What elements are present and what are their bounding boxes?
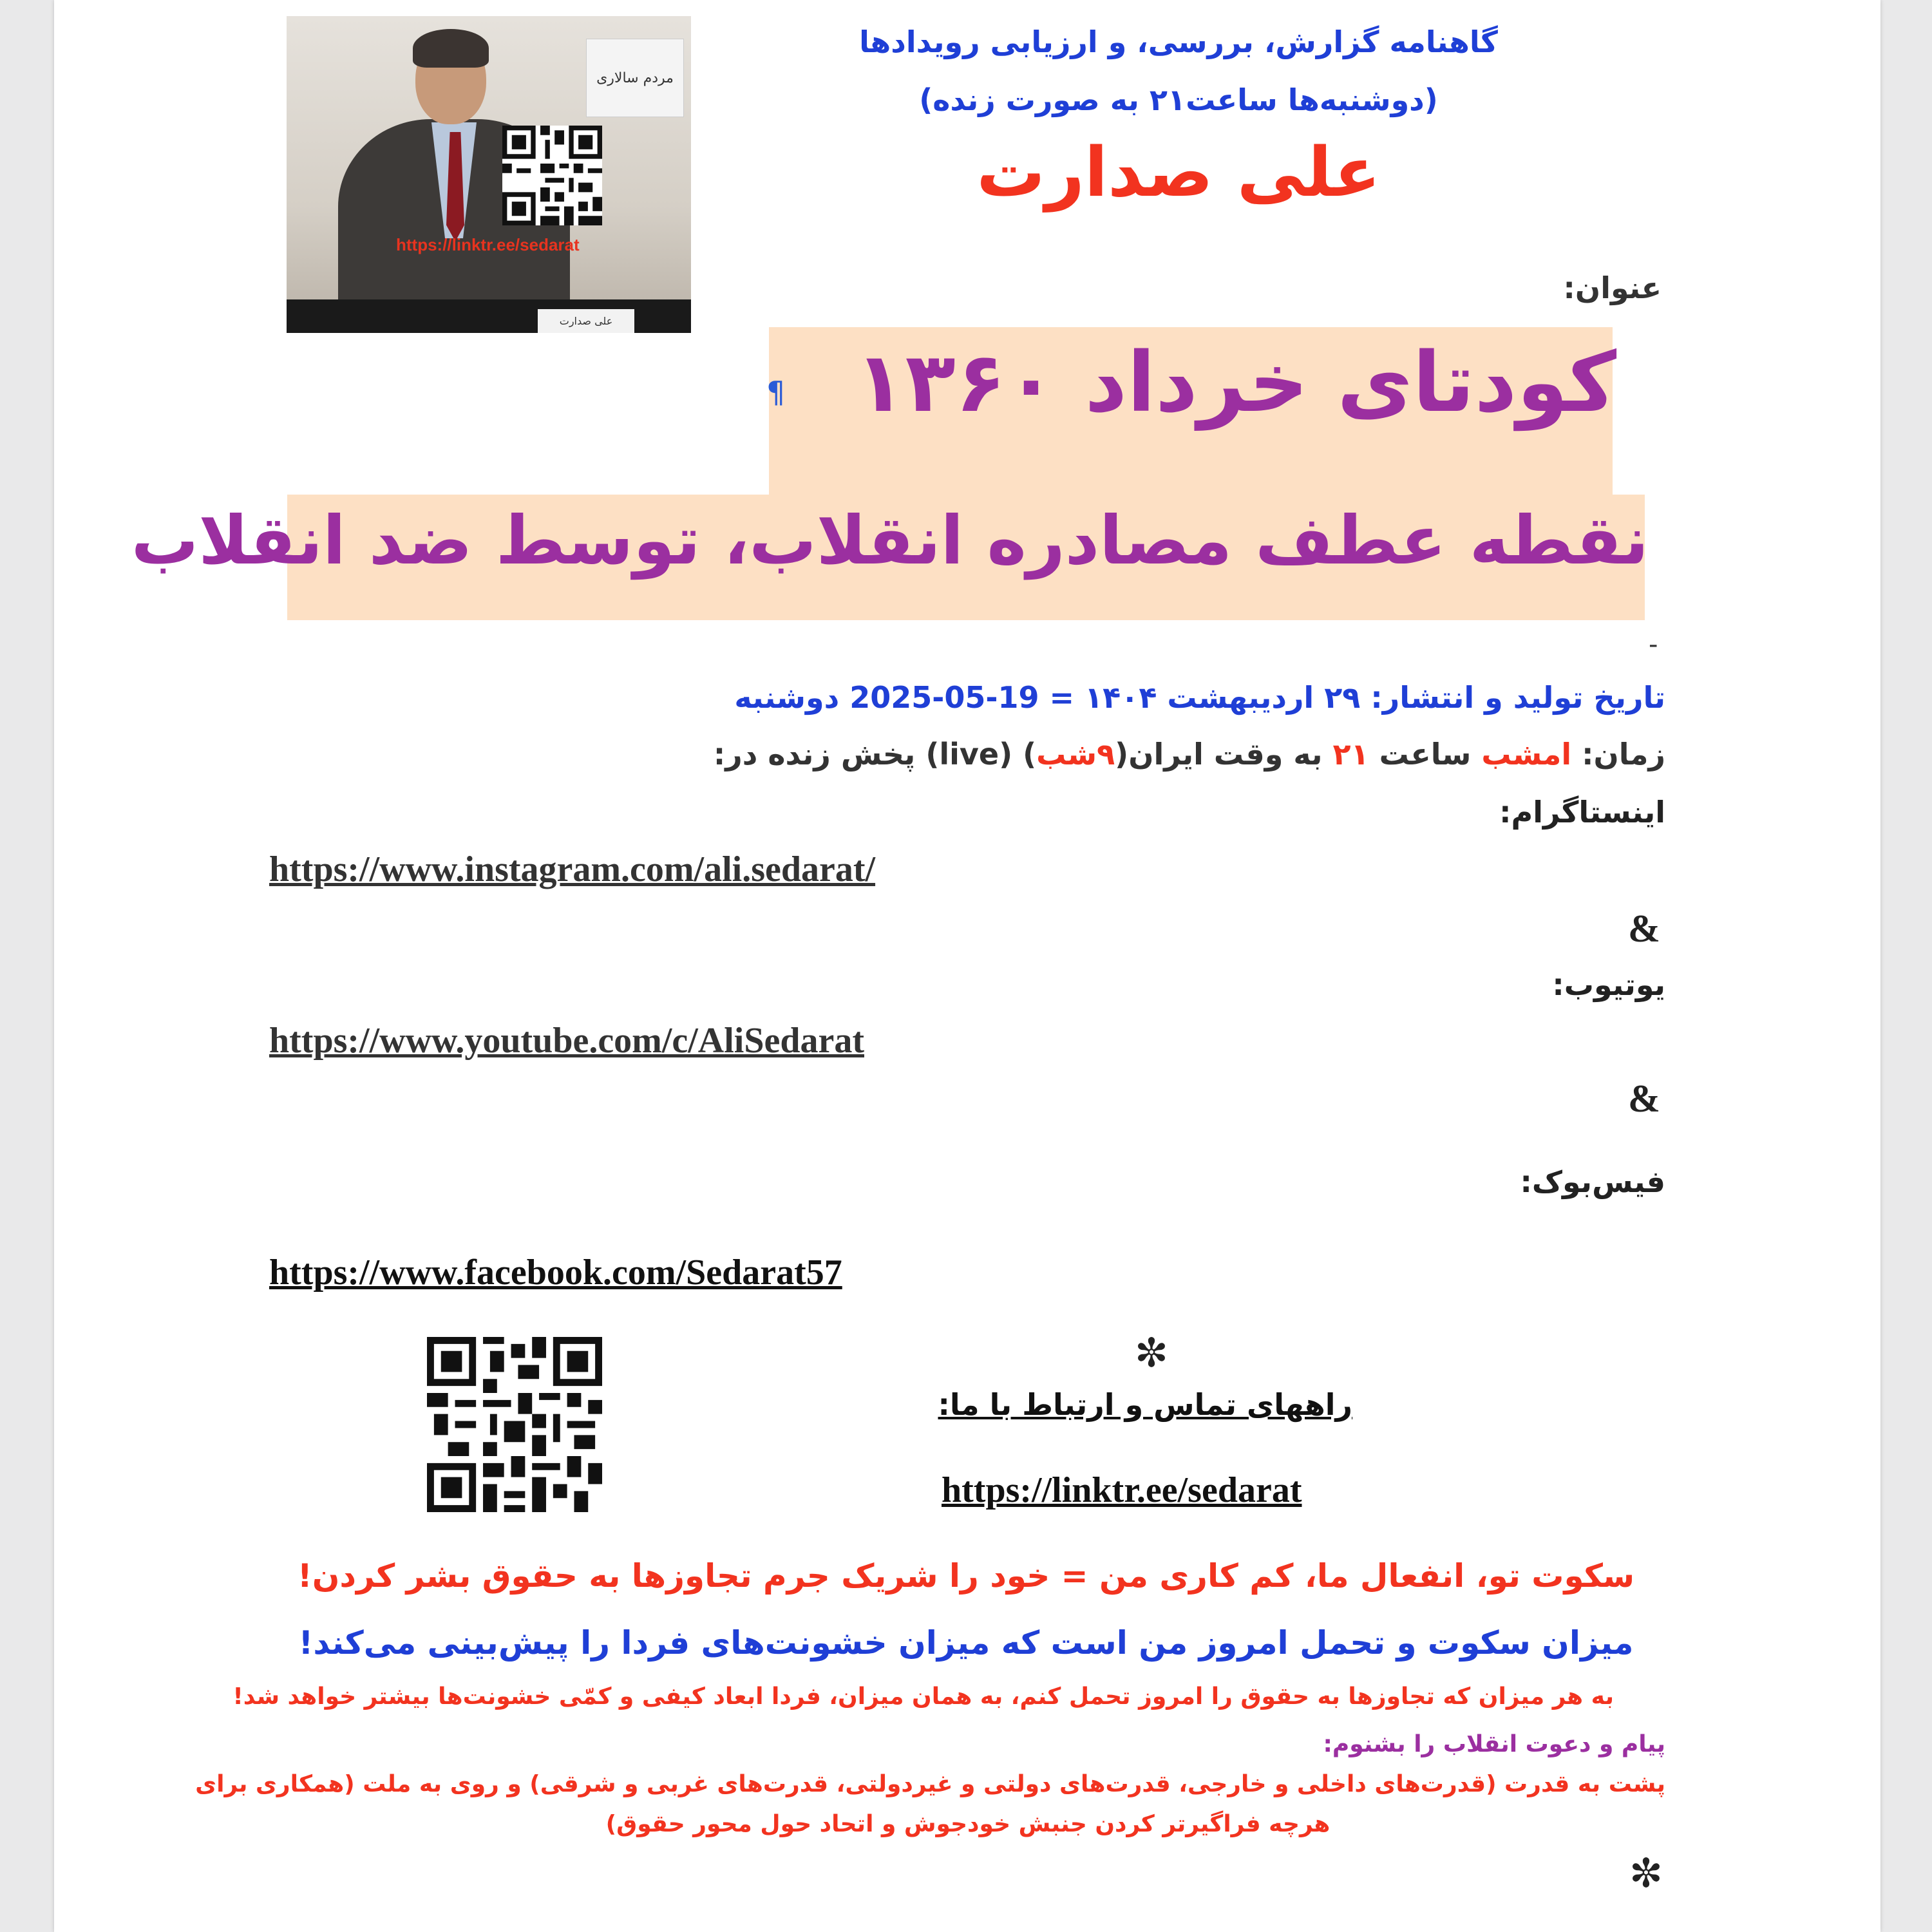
youtube-link[interactable]: https://www.youtube.com/c/AliSedarat [269,1021,864,1061]
contact-label: راههای تماس و ارتباط با ما: [938,1387,1352,1422]
slogan-line-1: سکوت تو، انفعال ما، کم کاری من = خود را شریک جرم تجاوزها به حقوق بشر کردن! [297,1557,1635,1595]
photo-person-hair [413,29,489,68]
ampersand-2: & [1628,1077,1660,1120]
time-line [708,737,1665,772]
slogan-line-5: پشت به قدرت (قدرت‌های داخلی و خارجی، قدرت‌های دولتی و غیردولتی، قدرت‌های غربی و شرقی) و روی به ملت (همکاری برای [195,1771,1665,1797]
slogan-line-3: به هر میزان که تجاوزها به حقوق را امروز تحمل کنم، به همان میزان، فردا ابعاد کیفی و کمّی خشونت‌ها بیشتر خواهد شد! [232,1683,1614,1710]
linktree-qr-code [425,1337,604,1512]
dash-mark: - [1649,630,1658,659]
time-hour: ۲۱ [1332,737,1369,772]
photo-nameplate: علی صدارت [538,309,634,333]
slogan-line-6: هرچه فراگیرتر کردن جنبش خودجوش و اتحاد حول محور حقوق) [605,1811,1331,1837]
time-mid-1: ساعت [1368,737,1482,772]
photo-qr-code [502,126,602,225]
time-prefix: زمان: [1571,737,1665,772]
time-tonight: امشب [1481,737,1572,772]
title-line-1: کودتای خرداد ۱۳۶۰ [855,335,1616,431]
date-line: تاریخ تولید و انتشار: ۲۹ اردیبهشت ۱۴۰۴ = 19-05-2025 دوشنبه [734,680,1665,715]
slogan-line-4: پیام و دعوت انقلاب را بشنوم: [1323,1731,1665,1757]
author-photo [287,16,691,333]
photo-url-overlay: https://linktr.ee/sedarat [396,235,580,254]
slogan-line-2: میزان سکوت و تحمل امروز من است که میزان خشونت‌های فردا را پیش‌بینی می‌کند! [298,1624,1634,1662]
ampersand-1: & [1628,907,1660,950]
facebook-link[interactable]: https://www.facebook.com/Sedarat57 [269,1253,842,1293]
facebook-label: فیس‌بوک: [1520,1164,1665,1199]
instagram-label: اینستاگرام: [1499,795,1665,829]
instagram-link[interactable]: https://www.instagram.com/ali.sedarat/ [269,849,876,889]
youtube-label: یوتیوب: [1552,967,1665,1002]
author-name: علی صدارت [976,133,1381,212]
title-line-2: نقطه عطف مصادره انقلاب، توسط ضد انقلاب [131,501,1649,580]
time-suffix: ) (live) پخش زنده در: [713,737,1037,772]
asterisk-ornament: ✼ [1135,1329,1168,1376]
photo-sign: مردم سالاری [586,39,684,117]
pilcrow-mark: ¶ [766,375,786,410]
header-line-1: گاهنامه گزارش، بررسی، و ارزیابی رویدادها [859,24,1498,59]
linktree-link[interactable]: https://linktr.ee/sedarat [942,1470,1302,1510]
end-asterisk-ornament: ✼ [1629,1850,1663,1897]
time-nine-pm: ۹شب [1036,737,1115,772]
header-line-2: (دوشنبه‌ها ساعت۲۱ به صورت زنده) [919,82,1438,117]
title-label: عنوان: [1563,270,1662,305]
time-mid-2: به وقت ایران( [1115,737,1333,772]
